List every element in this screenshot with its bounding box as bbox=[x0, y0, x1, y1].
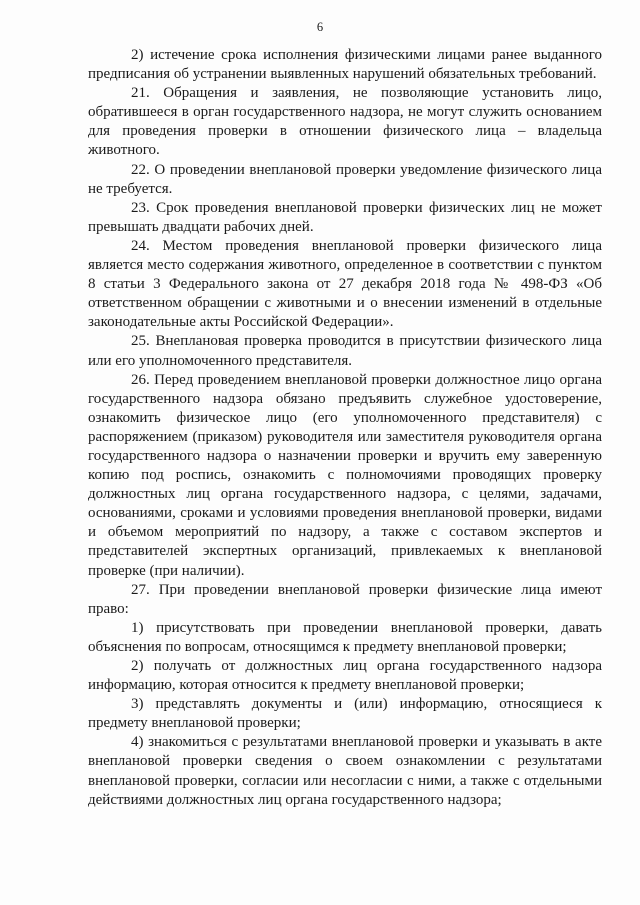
paragraph-27-item-2: 2) получать от должностных лиц органа государственного надзора информацию, которая относится к предмету внеплановой проверки; bbox=[88, 658, 602, 694]
paragraph-25: 25. Внеплановая проверка проводится в присутствии физического лица или его уполномоченного представителя. bbox=[88, 333, 602, 369]
paragraph-26: 26. Перед проведением внеплановой проверки должностное лицо органа государственного надзора обязано предъявить служебное удостоверение, ознакомить физическое лицо (его уполномоченного представителя) с распоряжением (приказом) руководителя или заместителя руководителя органа государственного надзора о назначении проверки и вручить ему заверенную копию под роспись, ознакомить с полномочиями проводящих проверку должностных лиц органа государственного надзора, с целями, задачами, основаниями, сроками и условиями проведения внеплановой проверки, видами и объемом мероприятий по надзору, а также с составом экспертов и представителей экспертных организаций, привлекаемых к внеплановой проверке (при наличии). bbox=[88, 371, 602, 579]
paragraph-27: 27. При проведении внеплановой проверки физические лица имеют право: bbox=[88, 581, 602, 617]
paragraph-22: 22. О проведении внеплановой проверки уведомление физического лица не требуется. bbox=[88, 161, 602, 197]
paragraph-27-item-1: 1) присутствовать при проведении внеплановой проверки, давать объяснения по вопросам, относящимся к предмету внеплановой проверки; bbox=[88, 619, 602, 655]
paragraph-27-item-4: 4) знакомиться с результатами внеплановой проверки и указывать в акте внеплановой проверки сведения о своем ознакомлении с результатами внеплановой проверки, согласии или несогласии с ними, а также с отдельными действиями должностных лиц органа государственного надзора; bbox=[88, 734, 602, 808]
paragraph-23: 23. Срок проведения внеплановой проверки физических лиц не может превышать двадцати рабочих дней. bbox=[88, 199, 602, 235]
document-body bbox=[88, 46, 602, 810]
paragraph-21: 21. Обращения и заявления, не позволяющие установить лицо, обратившееся в орган государственного надзора, не могут служить основанием для проведения проверки в отношении физического лица – владельца животного. bbox=[88, 85, 602, 159]
paragraph-item-2: 2) истечение срока исполнения физическими лицами ранее выданного предписания об устранении выявленных нарушений обязательных требований. bbox=[88, 47, 602, 83]
paragraph-27-item-3: 3) представлять документы и (или) информацию, относящиеся к предмету внеплановой проверки; bbox=[88, 696, 602, 732]
paragraph-24: 24. Местом проведения внеплановой проверки физического лица является место содержания животного, определенное в соответствии с пунктом 8 статьи 3 Федерального закона от 27 декабря 2018 года № 498-ФЗ «Об ответственном обращении с животными и о внесении изменений в отдельные законодательные акты Российской Федерации». bbox=[88, 237, 602, 331]
page-number: 6 bbox=[316, 20, 324, 34]
